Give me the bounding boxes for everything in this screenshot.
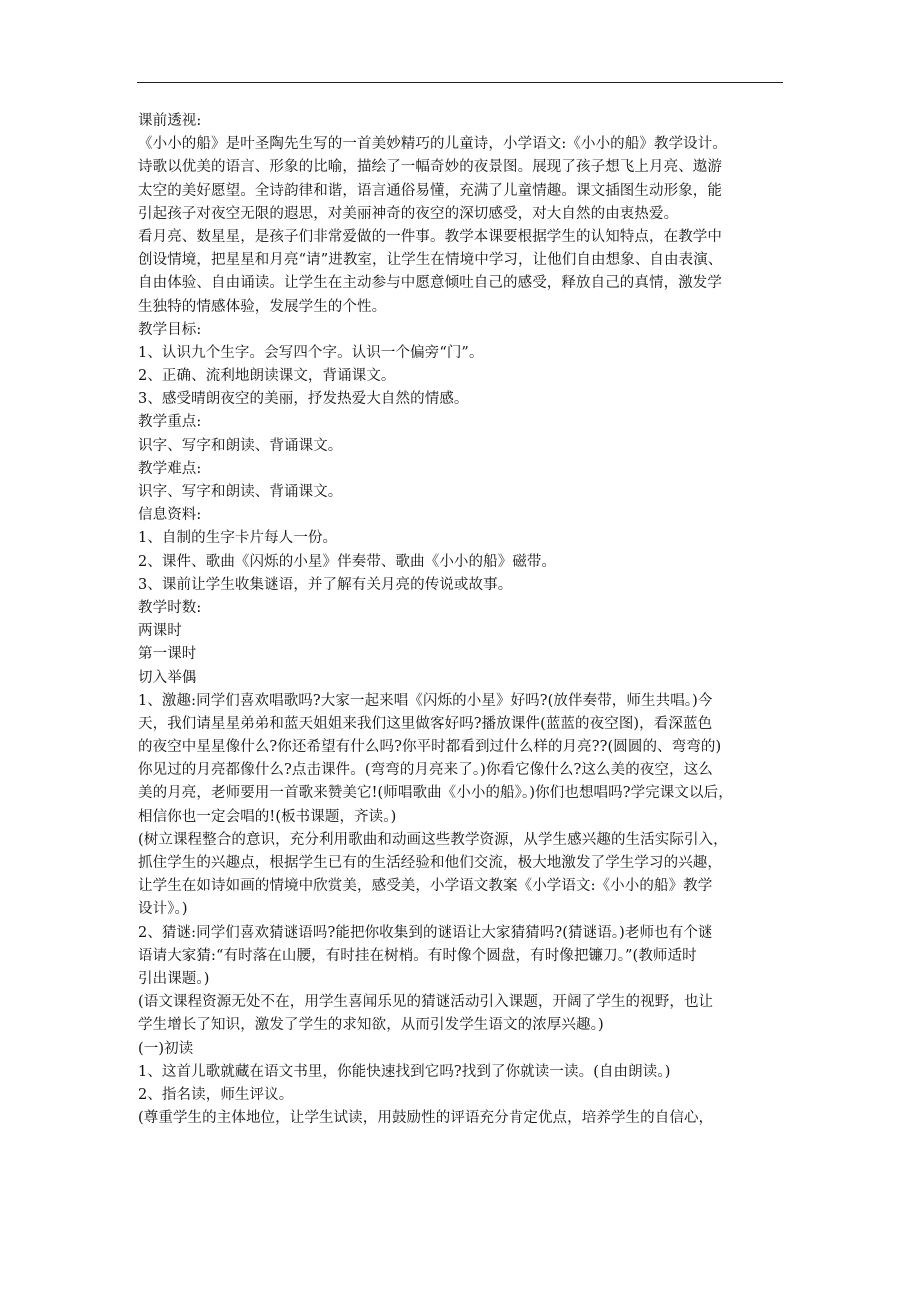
text-line: 太空的美好愿望。全诗韵律和谐，语言通俗易懂，充满了儿童情趣。课文插图生动形象，能 xyxy=(138,182,722,199)
text-line: 引出课题。) xyxy=(138,970,210,987)
text-line: 《小小的船》是叶圣陶先生写的一首美妙精巧的儿童诗，小学语文:《小小的船》教学设计。 xyxy=(138,136,727,153)
section-heading: 第一课时 xyxy=(138,646,197,663)
text-line: (尊重学生的主体地位，让学生试读，用鼓励性的评语充分肯定优点，培养学生的自信心， xyxy=(138,1110,714,1127)
section-heading: 切入举偶 xyxy=(138,669,197,686)
section-heading: (一)初读 xyxy=(138,1040,194,1057)
text-line: 的夜空中星星像什么?你还希望有什么吗?你平时都看到过什么样的月亮??(圆圆的、弯弯的) xyxy=(138,739,722,756)
text-line: 两课时 xyxy=(138,623,182,640)
text-line: 1、自制的生字卡片每人一份。 xyxy=(138,530,338,547)
text-line: 2、课件、歌曲《闪烁的小星》伴奏带、歌曲《小小的船》磁带。 xyxy=(138,553,557,570)
text-line: 课前透视: xyxy=(138,113,202,129)
text-line: 识字、写字和朗读、背诵课文。 xyxy=(138,484,343,500)
text-line: 创设情境，把星星和月亮“请”进教室，让学生在情境中学习，让他们自由想象、自由表演、 xyxy=(138,252,723,269)
document-body xyxy=(138,110,788,1130)
text-line: 相信你也一定会唱的!(板书课题，齐读。) xyxy=(138,808,397,825)
text-line: 诗歌以优美的语言、形象的比喻，描绘了一幅奇妙的夜景图。展现了孩子想飞上月亮、遨游 xyxy=(138,159,722,176)
section-heading: 信息资料: xyxy=(138,507,202,524)
section-heading: 教学目标: xyxy=(138,321,202,338)
text-line: (树立课程整合的意识，充分利用歌曲和动画这些教学资源，从学生感兴趣的生活实际引入， xyxy=(138,831,728,848)
text-line: 1、这首儿歌就藏在语文书里，你能快速找到它吗?找到了你就读一读。(自由朗读。) xyxy=(138,1063,671,1080)
text-line: 美的月亮，老师要用一首歌来赞美它!(师唱歌曲《小小的船》。)你们也想唱吗?学完课文以后， xyxy=(138,785,733,802)
text-line: 看月亮、数星星，是孩子们非常爱做的一件事。教学本课要根据学生的认知特点，在教学中 xyxy=(138,228,722,245)
text-line: 2、正确、流利地朗读课文，背诵课文。 xyxy=(138,368,396,385)
header-rule xyxy=(137,82,783,83)
text-line: 引起孩子对夜空无限的遐思，对美丽神奇的夜空的深切感受，对大自然的由衷热爱。 xyxy=(138,205,679,222)
text-line: 你见过的月亮都像什么?点击课件。(弯弯的月亮来了。)你看它像什么?这么美的夜空，这么 xyxy=(138,762,713,779)
text-line: 学生增长了知识，激发了学生的求知欲，从而引发学生语文的浓厚兴趣。) xyxy=(138,1017,604,1034)
text-line: 让学生在如诗如画的情境中欣赏美，感受美，小学语文教案《小学语文:《小小的船》教学 xyxy=(138,878,713,895)
text-line: 天，我们请星星弟弟和蓝天姐姐来我们这里做客好吗?播放课件(蓝蓝的夜空图)，看深蓝色 xyxy=(138,715,713,732)
text-line: 1、认识九个生字。会写四个字。认识一个偏旁“门”。 xyxy=(138,344,484,361)
text-line: 2、猜谜:同学们喜欢猜谜语吗?能把你收集到的谜语让大家猜猜吗?(猜谜语。)老师也有个谜 xyxy=(138,924,713,941)
text-line: 自由体验、自由诵读。让学生在主动参与中愿意倾吐自己的感受，释放自己的真情，激发学 xyxy=(138,275,722,292)
text-line: 识字、写字和朗读、背诵课文。 xyxy=(138,437,343,454)
section-heading: 教学难点: xyxy=(138,460,202,477)
text-line: 3、课前让学生收集谜语，并了解有关月亮的传说或故事。 xyxy=(138,576,513,593)
text-line: 抓住学生的兴趣点，根据学生已有的生活经验和他们交流，极大地激发了学生学习的兴趣， xyxy=(138,855,722,871)
section-heading: 教学重点: xyxy=(138,414,202,431)
section-heading: 教学时数: xyxy=(138,599,202,616)
text-line: (语文课程资源无处不在，用学生喜闻乐见的猜谜活动引入课题，开阔了学生的视野，也让 xyxy=(138,994,714,1011)
text-line: 2、指名读，师生评议。 xyxy=(138,1086,294,1103)
text-line: 语请大家猜:“有时落在山腰，有时挂在树梢。有时像个圆盘，有时像把镰刀。”(教师适时 xyxy=(138,947,697,964)
text-line: 3、感受晴朗夜空的美丽，抒发热爱大自然的情感。 xyxy=(138,391,469,408)
text-line: 设计》。) xyxy=(138,901,188,918)
text-line: 生独特的情感体验，发展学生的个性。 xyxy=(138,298,387,315)
text-line: 1、激趣:同学们喜欢唱歌吗?大家一起来唱《闪烁的小星》好吗?(放伴奏带，师生共唱。)今 xyxy=(138,692,713,709)
